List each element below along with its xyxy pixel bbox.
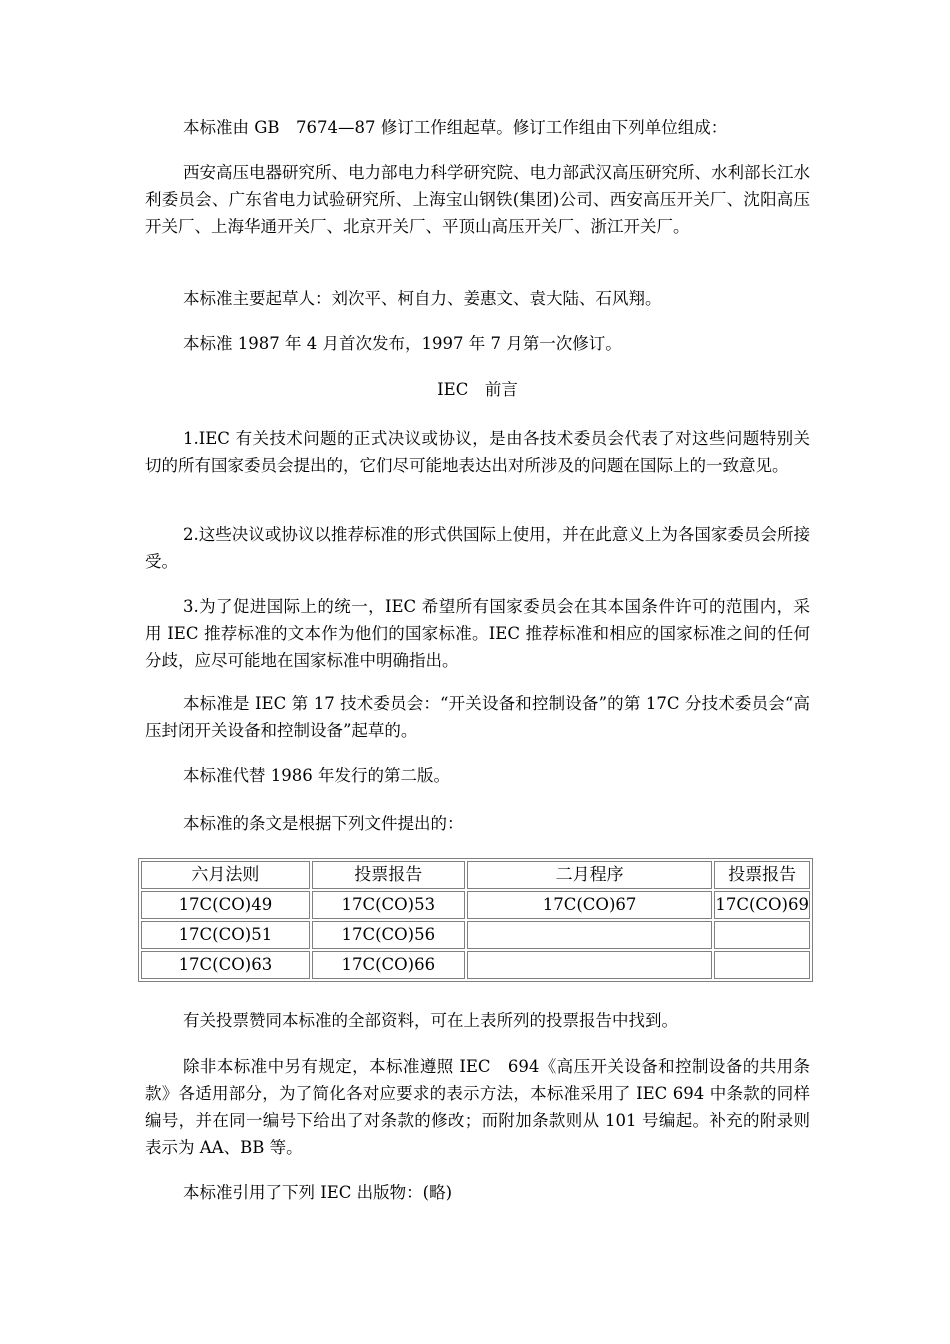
table-header-cell: 六月法则 <box>141 861 310 889</box>
paragraph-iec-694: 除非本标准中另有规定，本标准遵照 IEC 694《高压开关设备和控制设备的共用条款》各适用部分，为了简化各对应要求的表示方法，本标准采用了 IEC 694 中条款的同样编号，并在同一编号下给出了对条款的修改；而附加条款则从 101 号编起。补充的附录则表示为 AA、BB 等。 <box>145 1057 810 1157</box>
paragraph-based-on: 本标准的条文是根据下列文件提出的： <box>183 814 464 833</box>
table-row <box>141 891 810 919</box>
paragraph-references: 本标准引用了下列 IEC 出版物：(略) <box>183 1183 453 1202</box>
table-cell <box>467 921 713 949</box>
paragraph-drafting-group: 本标准由 GB 7674—87 修订工作组起草。修订工作组由下列单位组成： <box>183 118 728 137</box>
paragraph-vote-info: 有关投票赞同本标准的全部资料，可在上表所列的投票报告中找到。 <box>183 1011 678 1030</box>
table-row <box>141 951 810 979</box>
table-cell: 17C(CO)63 <box>141 951 310 979</box>
paragraph-iec-3: 3.为了促进国际上的统一，IEC 希望所有国家委员会在其本国条件许可的范围内，采用 IEC 推荐标准的文本作为他们的国家标准。IEC 推荐标准和相应的国家标准之间的任何分歧，应尽可能地在国家标准中明确指出。 <box>145 597 810 670</box>
table-cell: 17C(CO)56 <box>312 921 465 949</box>
table-cell: 17C(CO)67 <box>467 891 713 919</box>
paragraph-replaces: 本标准代替 1986 年发行的第二版。 <box>183 766 450 785</box>
table-header-row <box>141 861 810 889</box>
paragraph-release-history: 本标准 1987 年 4 月首次发布，1997 年 7 月第一次修订。 <box>183 334 622 353</box>
paragraph-committee: 本标准是 IEC 第 17 技术委员会：“开关设备和控制设备”的第 17C 分技术委员会“高压封闭开关设备和控制设备”起草的。 <box>145 694 810 740</box>
table-cell: 17C(CO)51 <box>141 921 310 949</box>
paragraph-member-units: 西安高压电器研究所、电力部电力科学研究院、电力部武汉高压研究所、水利部长江水利委员会、广东省电力试验研究所、上海宝山钢铁(集团)公司、西安高压开关厂、沈阳高压开关厂、上海华通开关厂、北京开关厂、平顶山高压开关厂、浙江开关厂。 <box>145 163 810 236</box>
table-header-cell: 二月程序 <box>467 861 713 889</box>
table-cell: 17C(CO)49 <box>141 891 310 919</box>
table-row <box>141 921 810 949</box>
paragraph-iec-1: 1.IEC 有关技术问题的正式决议或协议，是由各技术委员会代表了对这些问题特别关切的所有国家委员会提出的，它们尽可能地表达出对所涉及的问题在国际上的一致意见。 <box>145 429 810 475</box>
documents-table <box>138 858 813 982</box>
table-cell <box>467 951 713 979</box>
table-header-cell: 投票报告 <box>714 861 810 889</box>
section-heading-iec-foreword: IEC 前言 <box>437 380 518 399</box>
table-cell <box>714 921 810 949</box>
paragraph-iec-2: 2.这些决议或协议以推荐标准的形式供国际上使用，并在此意义上为各国家委员会所接受。 <box>145 525 810 571</box>
table-cell: 17C(CO)53 <box>312 891 465 919</box>
table-cell: 17C(CO)69 <box>714 891 810 919</box>
paragraph-main-drafters: 本标准主要起草人：刘次平、柯自力、姜惠文、袁大陆、石风翔。 <box>183 289 662 308</box>
table-cell: 17C(CO)66 <box>312 951 465 979</box>
table-cell <box>714 951 810 979</box>
table-header-cell: 投票报告 <box>312 861 465 889</box>
